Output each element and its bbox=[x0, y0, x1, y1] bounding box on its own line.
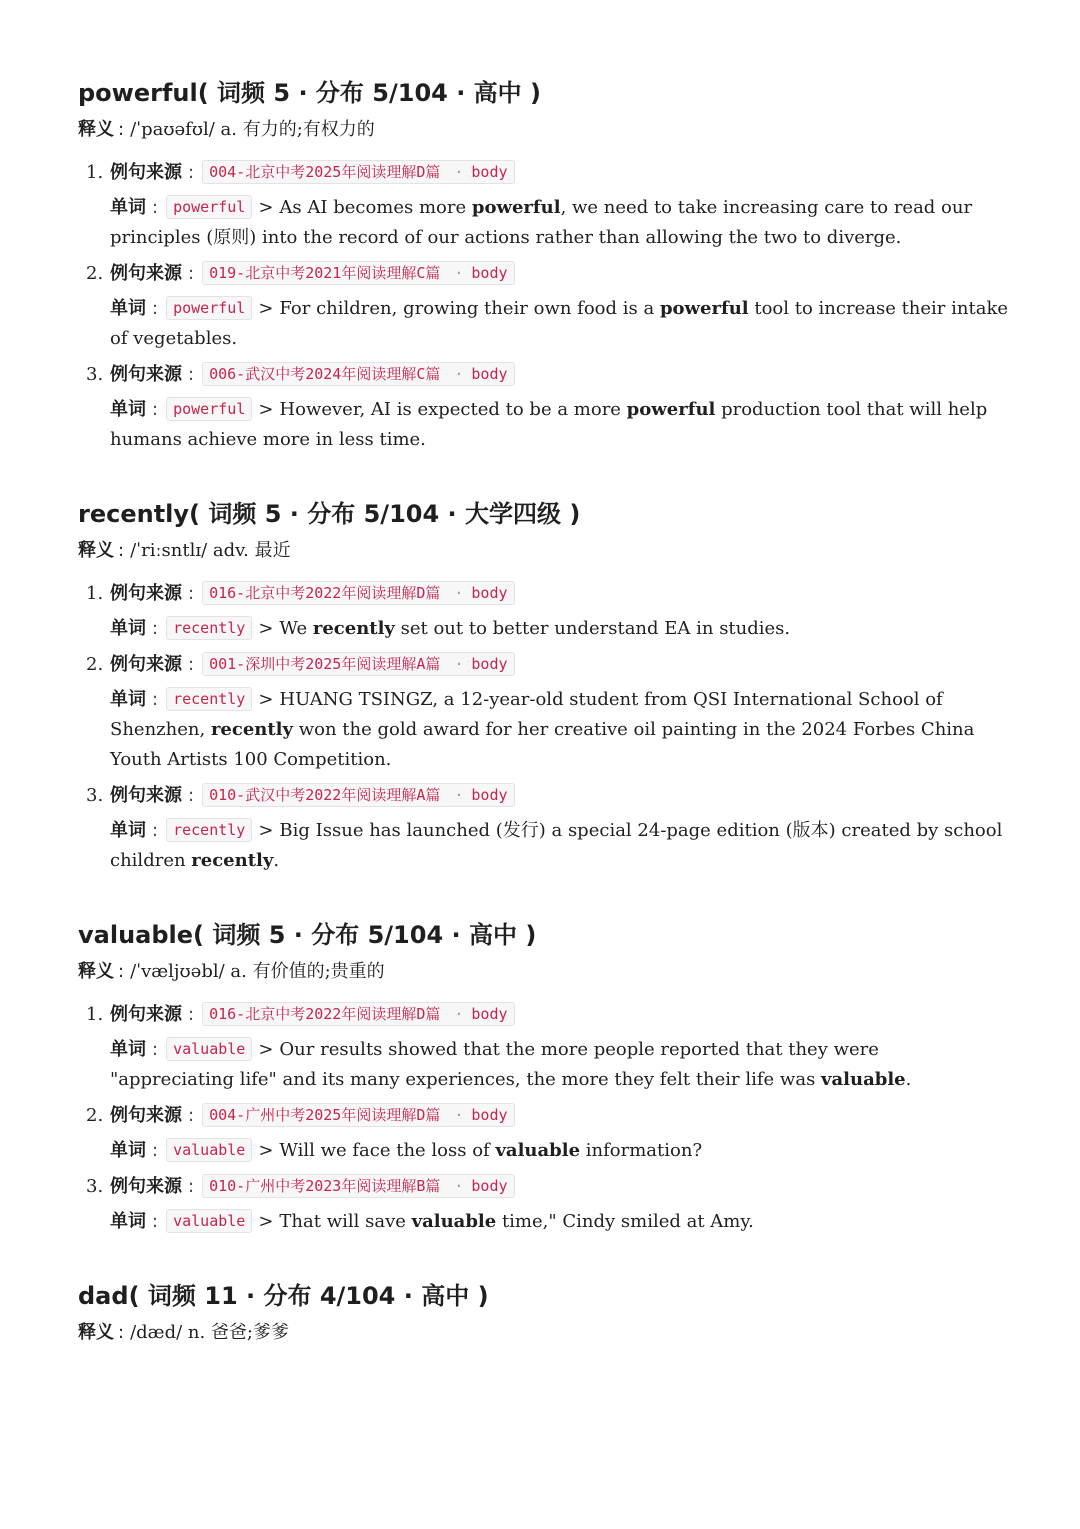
source-name: 004-北京中考2025年阅读理解D篇 bbox=[209, 163, 441, 181]
colon: : bbox=[118, 1322, 125, 1343]
sentence-text-before: Will we face the loss of bbox=[279, 1140, 496, 1161]
sentence-text-after: won the gold award for her creative oil painting in the 2024 Forbes China Youth Artists 100 Competition. bbox=[110, 719, 975, 770]
arrow: > bbox=[258, 618, 274, 639]
word-tag: powerful bbox=[166, 296, 252, 320]
example-sentence bbox=[110, 395, 1008, 455]
example-sentence bbox=[110, 816, 1008, 876]
arrow: > bbox=[258, 197, 274, 218]
source-tag bbox=[202, 652, 514, 676]
arrow: > bbox=[258, 298, 274, 319]
word-stats: ( 词频 11 · 分布 4/104 · 高中 ) bbox=[128, 1282, 489, 1310]
colon: : bbox=[188, 785, 195, 806]
word-tag: powerful bbox=[166, 397, 252, 421]
source-label: 例句来源 bbox=[110, 1004, 182, 1025]
sentence-text-before: As AI becomes more bbox=[279, 197, 472, 218]
source-label: 例句来源 bbox=[110, 583, 182, 604]
source-name: 010-武汉中考2022年阅读理解A篇 bbox=[209, 786, 441, 804]
sentence-text-before: However, AI is expected to be a more bbox=[279, 399, 627, 420]
word-label: 单词 bbox=[110, 618, 146, 639]
sentence-text-before: HUANG TSINGZ, a 12-year-old student from QSI International School of Shenzhen, bbox=[110, 689, 943, 740]
colon: : bbox=[152, 399, 159, 420]
headword: powerful bbox=[78, 79, 198, 107]
sentence-text-before: Big Issue has launched (发行) a special 24-page edition (版本) created by school children bbox=[110, 820, 1003, 871]
colon: : bbox=[118, 961, 125, 982]
example-sentence bbox=[110, 614, 1008, 644]
example-item bbox=[78, 1172, 1008, 1237]
highlighted-word: recently bbox=[191, 850, 274, 871]
colon: : bbox=[188, 1105, 195, 1126]
section-name: body bbox=[471, 1005, 508, 1023]
sentence-text-before: We bbox=[279, 618, 313, 639]
word-tag: valuable bbox=[166, 1209, 252, 1233]
separator-dot: · bbox=[454, 1177, 464, 1195]
sentence-text-after: . bbox=[273, 850, 280, 871]
source-name: 016-北京中考2022年阅读理解D篇 bbox=[209, 1005, 441, 1023]
section-name: body bbox=[471, 163, 508, 181]
sentence-text-after: tool to increase their intake of vegetables. bbox=[110, 298, 1009, 349]
separator-dot: · bbox=[454, 655, 464, 673]
colon: : bbox=[188, 162, 195, 183]
source-name: 019-北京中考2021年阅读理解C篇 bbox=[209, 264, 441, 282]
word-entry bbox=[78, 1279, 1008, 1347]
arrow: > bbox=[258, 689, 274, 710]
definition-text: /ˈvæljʊəbl/ a. 有价值的;贵重的 bbox=[130, 961, 385, 982]
word-heading bbox=[78, 76, 1008, 110]
section-name: body bbox=[471, 365, 508, 383]
source-label: 例句来源 bbox=[110, 162, 182, 183]
example-number: 1. bbox=[86, 162, 104, 183]
source-name: 006-武汉中考2024年阅读理解C篇 bbox=[209, 365, 441, 383]
example-item bbox=[78, 259, 1008, 354]
source-line bbox=[110, 579, 1008, 610]
definition-label: 释义 bbox=[78, 1322, 114, 1343]
source-line bbox=[110, 1101, 1008, 1132]
colon: : bbox=[152, 820, 159, 841]
word-label: 单词 bbox=[110, 197, 146, 218]
definition-text: /ˈriːsntlɪ/ adv. 最近 bbox=[130, 540, 291, 561]
source-label: 例句来源 bbox=[110, 263, 182, 284]
word-stats: ( 词频 5 · 分布 5/104 · 大学四级 ) bbox=[189, 500, 581, 528]
source-line bbox=[110, 158, 1008, 189]
example-list bbox=[78, 1000, 1008, 1237]
source-line bbox=[110, 1000, 1008, 1031]
example-sentence bbox=[110, 294, 1008, 354]
headword: dad bbox=[78, 1282, 129, 1310]
source-line bbox=[110, 781, 1008, 812]
arrow: > bbox=[258, 399, 274, 420]
colon: : bbox=[118, 119, 125, 140]
headword: valuable bbox=[78, 921, 194, 949]
sentence-text-after: set out to better understand EA in studies. bbox=[394, 618, 791, 639]
separator-dot: · bbox=[454, 264, 464, 282]
highlighted-word: recently bbox=[312, 618, 395, 639]
arrow: > bbox=[258, 1211, 274, 1232]
sentence-text-after: , we need to take increasing care to read our principles (原则) into the record of our actions rather than allowing the two to diverge. bbox=[110, 197, 973, 248]
example-number: 2. bbox=[86, 654, 104, 675]
separator-dot: · bbox=[454, 1106, 464, 1124]
example-item bbox=[78, 650, 1008, 775]
sentence-text-before: Our results showed that the more people reported that they were "appreciating life" and its many experiences, the more they felt their life was bbox=[110, 1039, 879, 1090]
colon: : bbox=[152, 618, 159, 639]
source-name: 004-广州中考2025年阅读理解D篇 bbox=[209, 1106, 441, 1124]
highlighted-word: powerful bbox=[471, 197, 561, 218]
example-number: 3. bbox=[86, 1176, 104, 1197]
example-sentence bbox=[110, 1035, 1008, 1095]
example-number: 2. bbox=[86, 1105, 104, 1126]
document-page bbox=[78, 76, 1008, 1361]
highlighted-word: recently bbox=[210, 719, 293, 740]
word-entry bbox=[78, 76, 1008, 455]
highlighted-word: valuable bbox=[821, 1069, 906, 1090]
source-tag bbox=[202, 1103, 514, 1127]
word-label: 单词 bbox=[110, 399, 146, 420]
definition bbox=[78, 958, 1008, 986]
source-tag bbox=[202, 1002, 514, 1026]
highlighted-word: powerful bbox=[659, 298, 749, 319]
example-list bbox=[78, 579, 1008, 876]
word-heading bbox=[78, 497, 1008, 531]
definition bbox=[78, 116, 1008, 144]
word-heading bbox=[78, 1279, 1008, 1313]
word-label: 单词 bbox=[110, 298, 146, 319]
example-item bbox=[78, 360, 1008, 455]
colon: : bbox=[152, 1039, 159, 1060]
sentence-text-before: For children, growing their own food is a bbox=[279, 298, 660, 319]
source-name: 001-深圳中考2025年阅读理解A篇 bbox=[209, 655, 441, 673]
example-number: 1. bbox=[86, 1004, 104, 1025]
headword: recently bbox=[78, 500, 190, 528]
arrow: > bbox=[258, 1039, 274, 1060]
source-line bbox=[110, 1172, 1008, 1203]
section-name: body bbox=[471, 1177, 508, 1195]
word-tag: powerful bbox=[166, 195, 252, 219]
definition-label: 释义 bbox=[78, 119, 114, 140]
word-entry bbox=[78, 918, 1008, 1237]
example-list bbox=[78, 158, 1008, 455]
colon: : bbox=[118, 540, 125, 561]
separator-dot: · bbox=[454, 584, 464, 602]
sentence-text-after: time," Cindy smiled at Amy. bbox=[496, 1211, 754, 1232]
colon: : bbox=[188, 263, 195, 284]
example-number: 2. bbox=[86, 263, 104, 284]
example-item bbox=[78, 1101, 1008, 1166]
separator-dot: · bbox=[454, 365, 464, 383]
colon: : bbox=[152, 197, 159, 218]
source-label: 例句来源 bbox=[110, 1105, 182, 1126]
definition bbox=[78, 1319, 1008, 1347]
word-tag: recently bbox=[166, 818, 252, 842]
colon: : bbox=[188, 583, 195, 604]
definition-text: /ˈpaʊəfʊl/ a. 有力的;有权力的 bbox=[130, 119, 375, 140]
section-name: body bbox=[471, 1106, 508, 1124]
source-tag bbox=[202, 783, 514, 807]
section-name: body bbox=[471, 584, 508, 602]
highlighted-word: valuable bbox=[495, 1140, 581, 1161]
word-stats: ( 词频 5 · 分布 5/104 · 高中 ) bbox=[193, 921, 537, 949]
colon: : bbox=[152, 298, 159, 319]
example-item bbox=[78, 579, 1008, 644]
colon: : bbox=[188, 1176, 195, 1197]
word-label: 单词 bbox=[110, 1140, 146, 1161]
source-line bbox=[110, 259, 1008, 290]
colon: : bbox=[188, 1004, 195, 1025]
word-label: 单词 bbox=[110, 689, 146, 710]
source-name: 016-北京中考2022年阅读理解D篇 bbox=[209, 584, 441, 602]
section-name: body bbox=[471, 655, 508, 673]
word-tag: recently bbox=[166, 687, 252, 711]
sentence-text-after: production tool that will help humans achieve more in less time. bbox=[110, 399, 988, 450]
sentence-text-after: information? bbox=[580, 1140, 703, 1161]
source-label: 例句来源 bbox=[110, 364, 182, 385]
source-label: 例句来源 bbox=[110, 785, 182, 806]
example-sentence bbox=[110, 1136, 1008, 1166]
separator-dot: · bbox=[454, 786, 464, 804]
example-sentence bbox=[110, 193, 1008, 253]
definition bbox=[78, 537, 1008, 565]
sentence-text-after: . bbox=[905, 1069, 912, 1090]
definition-label: 释义 bbox=[78, 540, 114, 561]
word-label: 单词 bbox=[110, 1211, 146, 1232]
word-tag: valuable bbox=[166, 1138, 252, 1162]
word-entry bbox=[78, 497, 1008, 876]
example-item bbox=[78, 781, 1008, 876]
separator-dot: · bbox=[454, 1005, 464, 1023]
example-number: 1. bbox=[86, 583, 104, 604]
source-line bbox=[110, 360, 1008, 391]
highlighted-word: powerful bbox=[626, 399, 716, 420]
section-name: body bbox=[471, 786, 508, 804]
source-tag bbox=[202, 362, 514, 386]
definition-text: /dæd/ n. 爸爸;爹爹 bbox=[130, 1322, 289, 1343]
word-label: 单词 bbox=[110, 820, 146, 841]
example-item bbox=[78, 1000, 1008, 1095]
source-tag bbox=[202, 1174, 514, 1198]
source-tag bbox=[202, 581, 514, 605]
word-tag: recently bbox=[166, 616, 252, 640]
section-name: body bbox=[471, 264, 508, 282]
example-number: 3. bbox=[86, 364, 104, 385]
source-label: 例句来源 bbox=[110, 1176, 182, 1197]
example-sentence bbox=[110, 1207, 1008, 1237]
word-heading bbox=[78, 918, 1008, 952]
example-number: 3. bbox=[86, 785, 104, 806]
word-label: 单词 bbox=[110, 1039, 146, 1060]
word-stats: ( 词频 5 · 分布 5/104 · 高中 ) bbox=[197, 79, 541, 107]
example-item bbox=[78, 158, 1008, 253]
source-line bbox=[110, 650, 1008, 681]
sentence-text-before: That will save bbox=[279, 1211, 412, 1232]
colon: : bbox=[152, 689, 159, 710]
source-tag bbox=[202, 160, 514, 184]
definition-label: 释义 bbox=[78, 961, 114, 982]
word-tag: valuable bbox=[166, 1037, 252, 1061]
arrow: > bbox=[258, 820, 274, 841]
separator-dot: · bbox=[454, 163, 464, 181]
colon: : bbox=[188, 364, 195, 385]
source-label: 例句来源 bbox=[110, 654, 182, 675]
colon: : bbox=[152, 1140, 159, 1161]
source-tag bbox=[202, 261, 514, 285]
example-sentence bbox=[110, 685, 1008, 775]
colon: : bbox=[188, 654, 195, 675]
source-name: 010-广州中考2023年阅读理解B篇 bbox=[209, 1177, 441, 1195]
arrow: > bbox=[258, 1140, 274, 1161]
colon: : bbox=[152, 1211, 159, 1232]
highlighted-word: valuable bbox=[411, 1211, 497, 1232]
